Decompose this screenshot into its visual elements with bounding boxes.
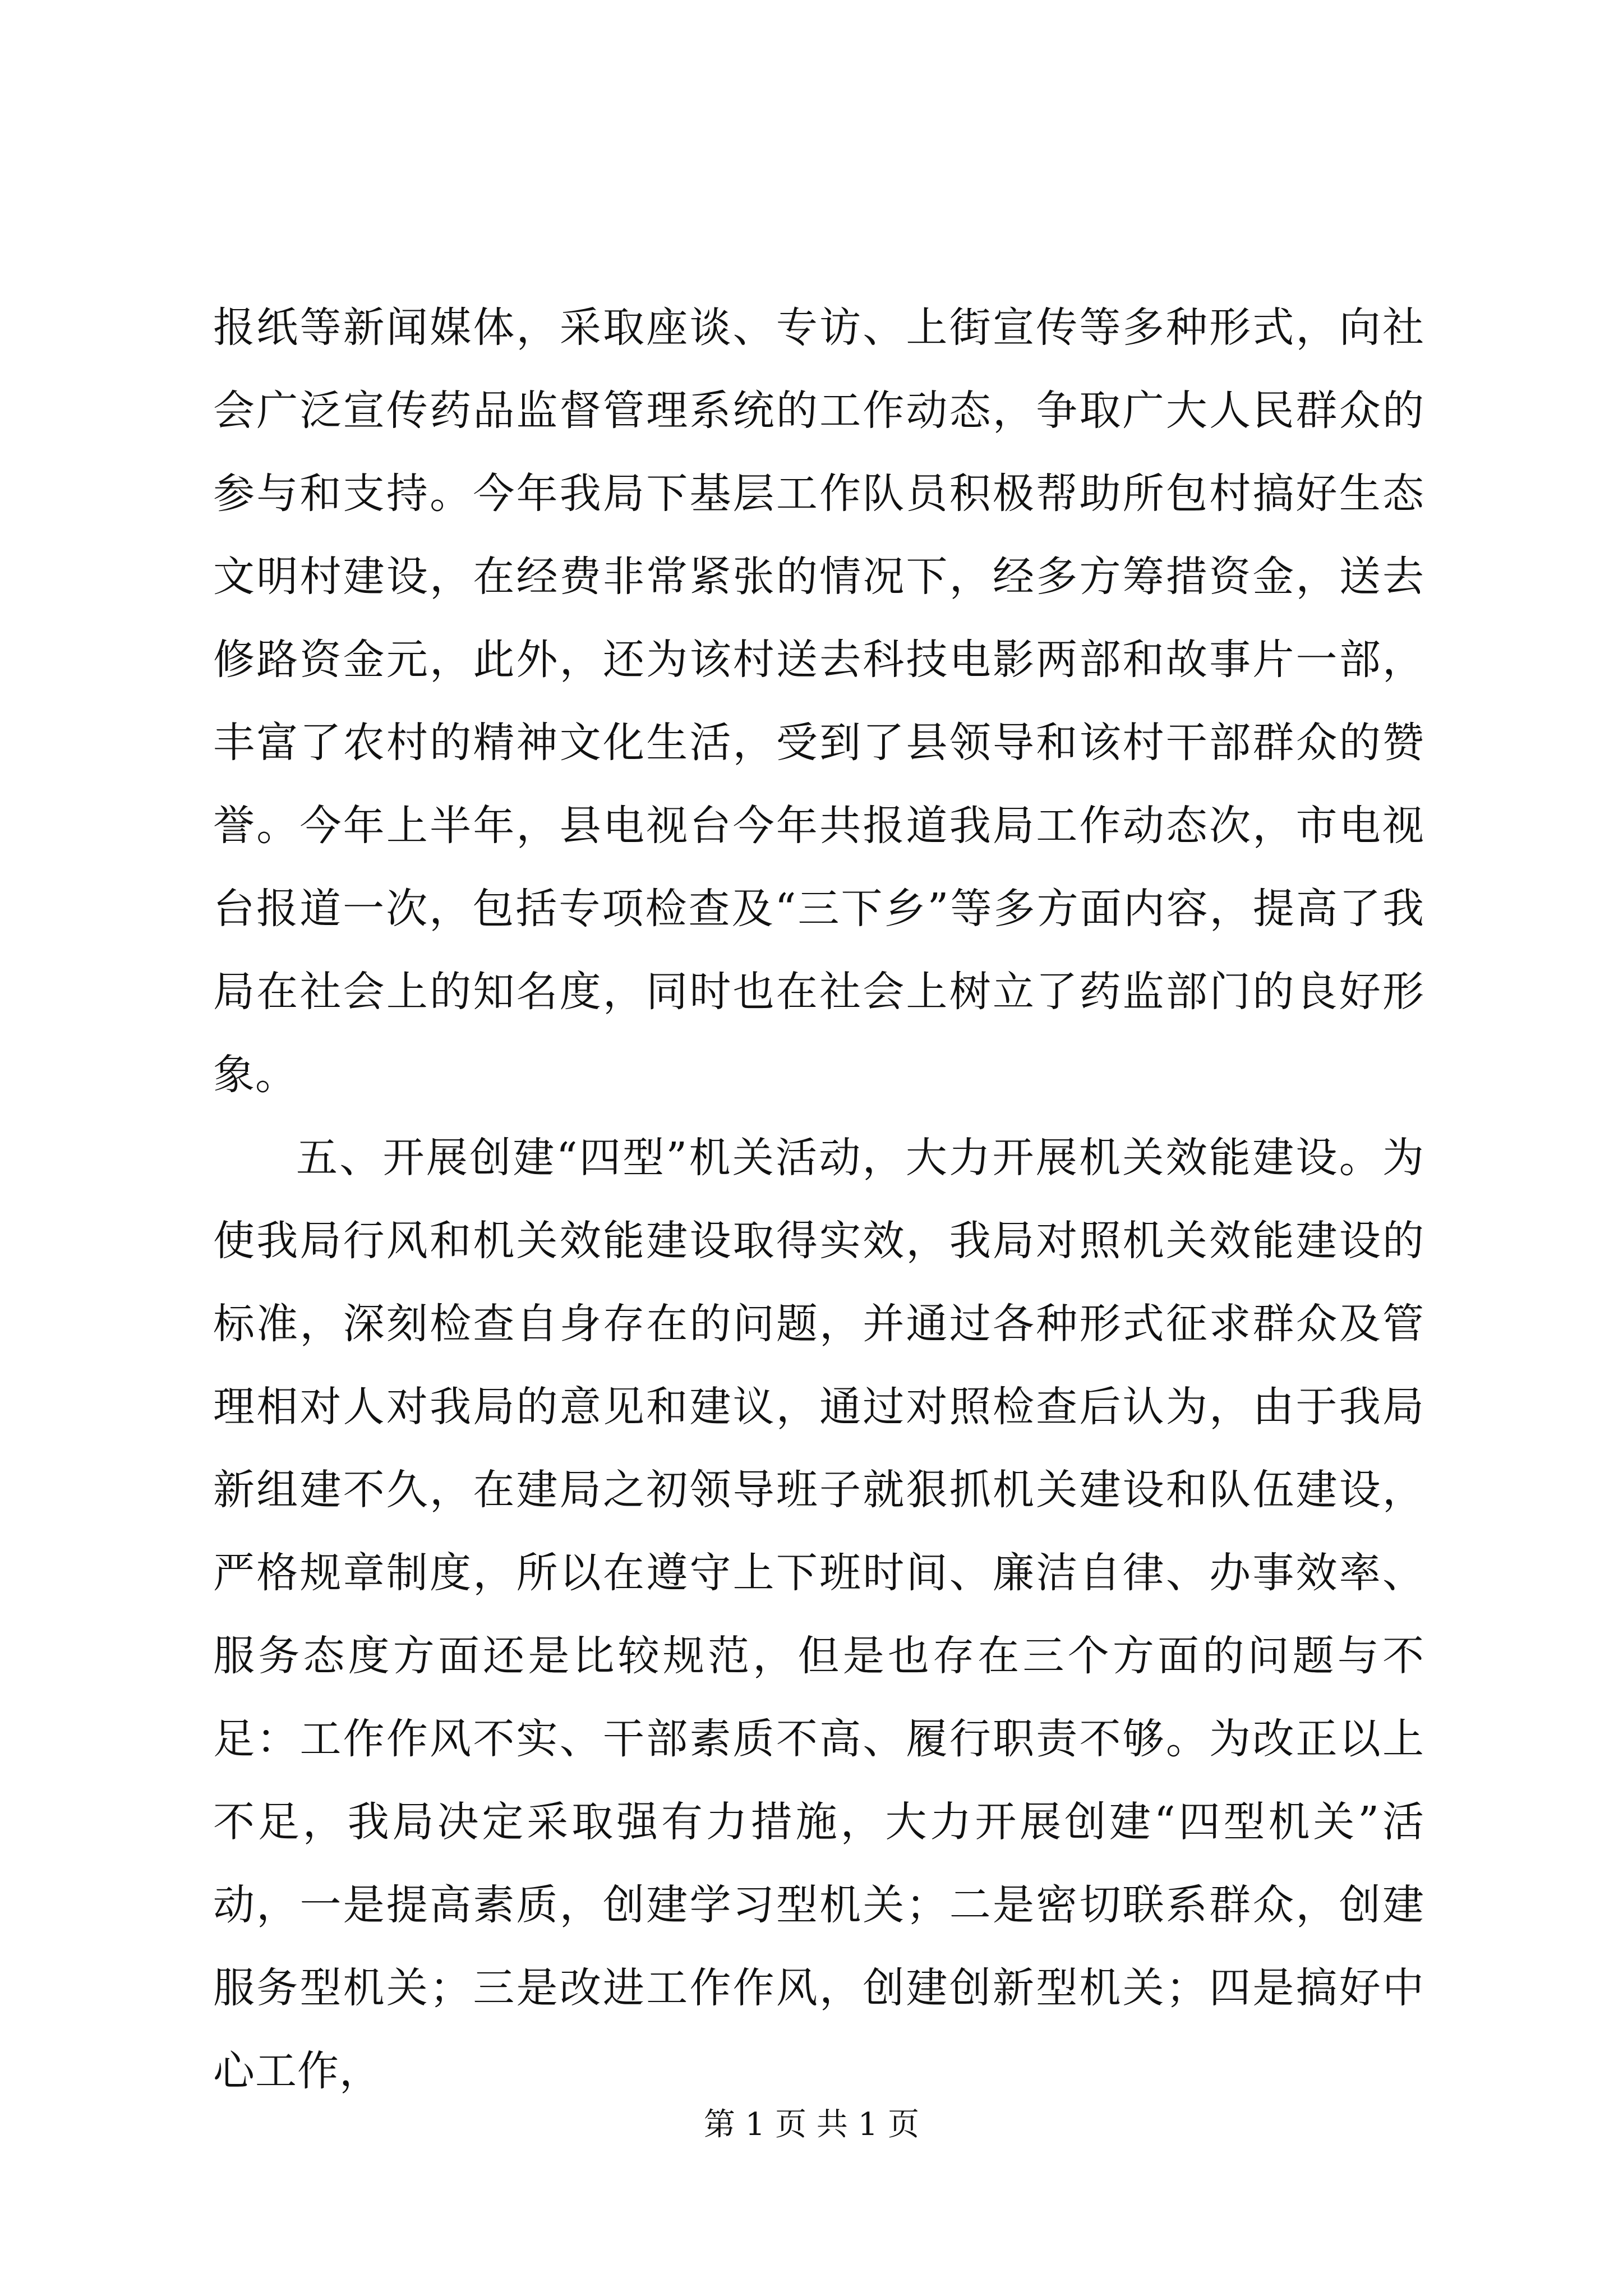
document-body [213,286,1424,2113]
paragraph-continued: 报纸等新闻媒体，采取座谈、专访、上街宣传等多种形式，向社会广泛宣传药品监督管理系统的工作动态，争取广大人民群众的参与和支持。今年我局下基层工作队员积极帮助所包村搞好生态文明村建设，在经费非常紧张的情况下，经多方筹措资金，送去修路资金元，此外，还为该村送去科技电影两部和故事片一部，丰富了农村的精神文化生活，受到了县领导和该村干部群众的赞誉。今年上半年，县电视台今年共报道我局工作动态次，市电视台报道一次，包括专项检查及“三下乡”等多方面内容，提高了我局在社会上的知名度，同时也在社会上树立了药监部门的良好形象。 [213,303,1424,1099]
paragraph-section-five: 五、开展创建“四型”机关活动，大力开展机关效能建设。为使我局行风和机关效能建设取得实效，我局对照机关效能建设的标准，深刻检查自身存在的问题，并通过各种形式征求群众及管理相对人对我局的意见和建议，通过对照检查后认为，由于我局新组建不久，在建局之初领导班子就狠抓机关建设和队伍建设，严格规章制度，所以在遵守上下班时间、廉洁自律、办事效率、服务态度方面还是比较规范，但是也存在三个方面的问题与不足：工作作风不实、干部素质不高、履行职责不够。为改正以上不足，我局决定采取强有力措施，大力开展创建“四型机关”活动，一是提高素质，创建学习型机关；二是密切联系群众，创建服务型机关；三是改进工作作风，创建创新型机关；四是搞好中心工作， [213,1134,1424,2095]
page-footer: 第 1 页 共 1 页 [703,2106,920,2143]
